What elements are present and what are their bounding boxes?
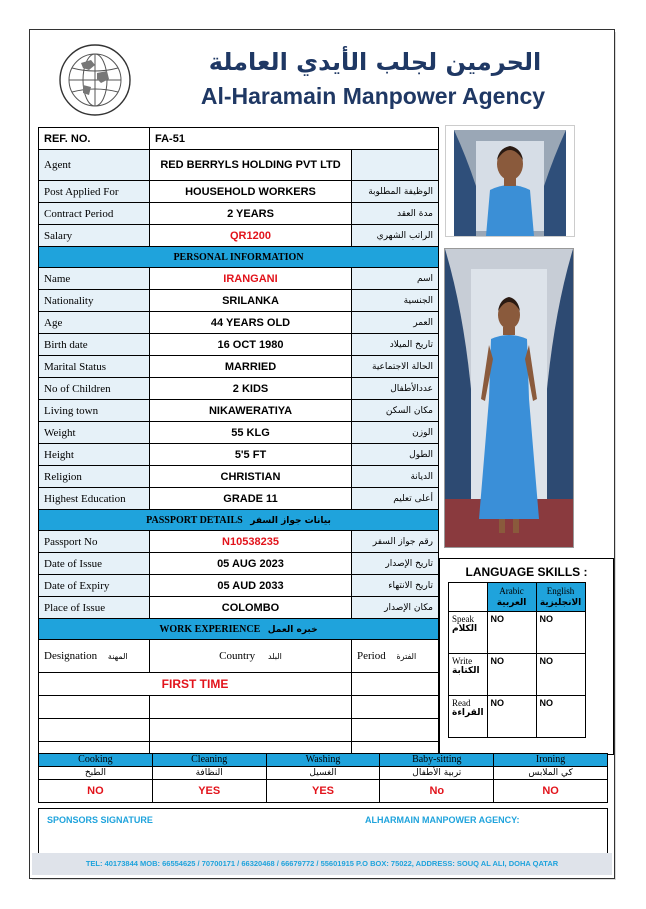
job-row-post (39, 181, 439, 203)
work-cell (150, 696, 352, 719)
agent-label: Agent (39, 150, 150, 181)
read-label-en: Read (452, 698, 471, 708)
personal-row (39, 356, 439, 378)
personal-row (39, 334, 439, 356)
portrait-photo (445, 125, 575, 237)
salary-arabic: الراتب الشهري (352, 225, 439, 247)
skills-table (38, 753, 608, 803)
personal-row (39, 400, 439, 422)
agent-arabic (352, 150, 439, 181)
passport-heading (39, 510, 439, 531)
religion-label: Religion (39, 466, 150, 488)
passport-heading-ar: بيانات جواز السفر (250, 515, 331, 526)
country-header (150, 640, 352, 673)
passport-row (39, 553, 439, 575)
work-columns-row (39, 640, 439, 673)
contract-value: 2 YEARS (150, 203, 352, 225)
education-arabic: أعلى تعليم (352, 488, 439, 510)
washing-value: YES (266, 780, 380, 803)
work-period-cell (352, 673, 439, 696)
children-label: No of Children (39, 378, 150, 400)
passport-row (39, 597, 439, 619)
personal-heading-row (39, 247, 439, 268)
work-cell (150, 719, 352, 742)
town-label: Living town (39, 400, 150, 422)
contact-footer: TEL: 40173844 MOB: 66554625 / 70700171 / 66320468 / 66679772 / 55601915 P.O BOX: 75022, ADDRESS: SOUQ AL ALI, DOHA QATAR (32, 853, 612, 875)
passport-no-label: Passport No (39, 531, 150, 553)
write-english-value: NO (536, 654, 585, 696)
religion-value: CHRISTIAN (150, 466, 352, 488)
ref-row (39, 128, 439, 150)
period-header (352, 640, 439, 673)
country-header-ar: البلد (267, 652, 282, 661)
children-value: 2 KIDS (150, 378, 352, 400)
personal-row (39, 312, 439, 334)
passport-no-arabic: رقم جواز السفر (352, 531, 439, 553)
birth-date-arabic: تاريخ الميلاد (352, 334, 439, 356)
issue-arabic: تاريخ الإصدار (352, 553, 439, 575)
expiry-value: 05 AUD 2033 (150, 575, 352, 597)
marital-value: MARRIED (150, 356, 352, 378)
language-row (449, 612, 586, 654)
signature-box (38, 808, 608, 856)
ref-label: REF. NO. (39, 128, 150, 150)
post-arabic: الوظيفة المطلوبة (352, 181, 439, 203)
name-arabic: اسم (352, 268, 439, 290)
agent-value: RED BERRYLS HOLDING PVT LTD (150, 150, 352, 181)
full-body-photo (444, 248, 574, 548)
period-header-ar: الفترة (396, 652, 417, 661)
write-label-en: Write (452, 656, 473, 666)
cooking-arabic: الطبخ (39, 767, 153, 780)
children-arabic: عددالأطفال (352, 378, 439, 400)
language-row (449, 696, 586, 738)
ironing-arabic: كي الملابس (494, 767, 608, 780)
cooking-value: NO (39, 780, 153, 803)
cv-sheet (29, 29, 615, 879)
nationality-label: Nationality (39, 290, 150, 312)
marital-arabic: الحالة الاجتماعية (352, 356, 439, 378)
personal-row (39, 488, 439, 510)
speak-arabic-value: NO (487, 612, 536, 654)
education-label: Highest Education (39, 488, 150, 510)
skills-value-row (39, 780, 608, 803)
agency-title-arabic: الحرمين لجلب الأيدي العاملة (208, 48, 542, 76)
personal-heading: PERSONAL INFORMATION (39, 247, 439, 268)
babysitting-header: Baby-sitting (380, 754, 494, 767)
contract-arabic: مدة العقد (352, 203, 439, 225)
speak-english-value: NO (536, 612, 585, 654)
agency-signature-label: ALHARMAIN MANPOWER AGENCY: (365, 815, 520, 825)
read-english-value: NO (536, 696, 585, 738)
marital-label: Marital Status (39, 356, 150, 378)
work-row (39, 719, 439, 742)
designation-header (39, 640, 150, 673)
salary-value: QR1200 (150, 225, 352, 247)
name-value: IRANGANI (150, 268, 352, 290)
age-value: 44 YEARS OLD (150, 312, 352, 334)
country-header-en: Country (219, 650, 256, 662)
passport-row (39, 575, 439, 597)
place-value: COLOMBO (150, 597, 352, 619)
babysitting-value: No (380, 780, 494, 803)
work-row (39, 673, 439, 696)
place-arabic: مكان الإصدار (352, 597, 439, 619)
language-row (449, 654, 586, 696)
issue-value: 05 AUG 2023 (150, 553, 352, 575)
weight-label: Weight (39, 422, 150, 444)
language-skills-box (439, 558, 614, 755)
place-label: Place of Issue (39, 597, 150, 619)
salary-label: Salary (39, 225, 150, 247)
arabic-header-en: Arabic (499, 586, 524, 596)
write-arabic-value: NO (487, 654, 536, 696)
skills-header-row (39, 754, 608, 767)
arabic-column-header (487, 583, 536, 612)
personal-row (39, 466, 439, 488)
passport-row (39, 531, 439, 553)
contract-label: Contract Period (39, 203, 150, 225)
work-cell (39, 696, 150, 719)
passport-heading-en: PASSPORT DETAILS (146, 514, 243, 526)
first-time-value: FIRST TIME (39, 673, 352, 696)
work-heading-row (39, 619, 439, 640)
personal-row (39, 444, 439, 466)
english-column-header (536, 583, 585, 612)
birth-date-value: 16 OCT 1980 (150, 334, 352, 356)
age-arabic: العمر (352, 312, 439, 334)
skills-arabic-row (39, 767, 608, 780)
job-row-salary (39, 225, 439, 247)
expiry-arabic: تاريخ الانتهاء (352, 575, 439, 597)
details-table (38, 127, 439, 764)
job-row-contract (39, 203, 439, 225)
height-value: 5'5 FT (150, 444, 352, 466)
town-value: NIKAWERATIYA (150, 400, 352, 422)
post-value: HOUSEHOLD WORKERS (150, 181, 352, 203)
passport-no-value: N10538235 (150, 531, 352, 553)
nationality-arabic: الجنسية (352, 290, 439, 312)
cooking-header: Cooking (39, 754, 153, 767)
english-header-ar: الانجليزية (539, 598, 582, 608)
washing-header: Washing (266, 754, 380, 767)
language-header-row (449, 583, 586, 612)
height-arabic: الطول (352, 444, 439, 466)
post-label: Post Applied For (39, 181, 150, 203)
read-label (449, 696, 488, 738)
language-corner-cell (449, 583, 488, 612)
read-arabic-value: NO (487, 696, 536, 738)
speak-label-ar: الكلام (452, 624, 478, 634)
weight-arabic: الوزن (352, 422, 439, 444)
speak-label-en: Speak (452, 614, 474, 624)
agency-title-english: Al-Haramain Manpower Agency (200, 83, 546, 109)
nationality-value: SRILANKA (150, 290, 352, 312)
work-heading-ar: خبره العمل (267, 624, 318, 635)
job-row-agent (39, 150, 439, 181)
arabic-header-ar: العربية (496, 598, 527, 608)
passport-heading-row (39, 510, 439, 531)
work-cell (39, 719, 150, 742)
language-skills-title: LANGUAGE SKILLS : (465, 565, 588, 579)
work-cell (352, 719, 439, 742)
ref-value: FA-51 (150, 128, 439, 150)
birth-date-label: Birth date (39, 334, 150, 356)
work-cell (352, 696, 439, 719)
period-header-en: Period (357, 650, 386, 662)
write-label (449, 654, 488, 696)
language-table (448, 582, 586, 738)
washing-arabic: الغسيل (266, 767, 380, 780)
religion-arabic: الديانة (352, 466, 439, 488)
height-label: Height (39, 444, 150, 466)
name-label: Name (39, 268, 150, 290)
cleaning-header: Cleaning (152, 754, 266, 767)
town-arabic: مكان السكن (352, 400, 439, 422)
age-label: Age (39, 312, 150, 334)
personal-row (39, 422, 439, 444)
designation-header-en: Designation (44, 650, 98, 662)
cleaning-arabic: النظافة (152, 767, 266, 780)
sponsor-signature-label: SPONSORS SIGNATURE (47, 815, 153, 825)
ironing-header: Ironing (494, 754, 608, 767)
personal-row (39, 378, 439, 400)
personal-row (39, 290, 439, 312)
work-heading-en: WORK EXPERIENCE (159, 623, 261, 635)
speak-label (449, 612, 488, 654)
personal-row (39, 268, 439, 290)
expiry-label: Date of Expiry (39, 575, 150, 597)
english-header-en: English (546, 586, 575, 596)
designation-header-ar: المهنة (107, 652, 128, 661)
ironing-value: NO (494, 780, 608, 803)
read-label-ar: القراءة (452, 708, 484, 718)
issue-label: Date of Issue (39, 553, 150, 575)
babysitting-arabic: تربية الأطفال (380, 767, 494, 780)
education-value: GRADE 11 (150, 488, 352, 510)
work-heading (39, 619, 439, 640)
work-row (39, 696, 439, 719)
globe-logo (43, 43, 147, 117)
write-label-ar: الكتابة (452, 666, 480, 676)
cleaning-value: YES (152, 780, 266, 803)
weight-value: 55 KLG (150, 422, 352, 444)
